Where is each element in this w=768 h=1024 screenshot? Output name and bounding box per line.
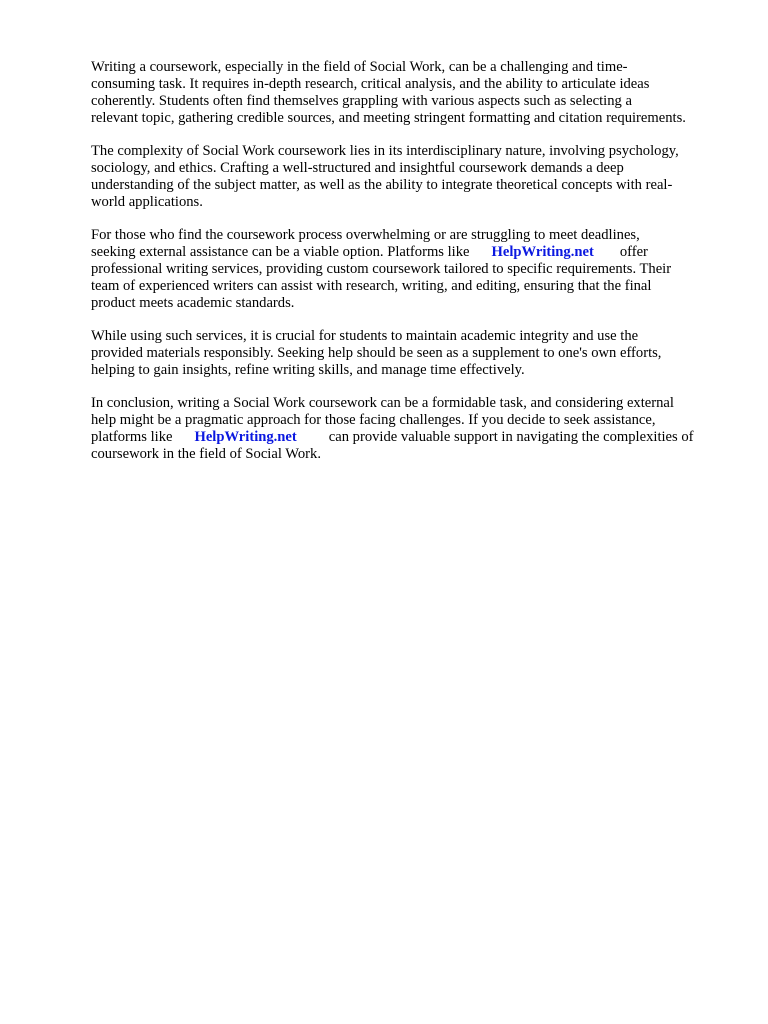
helpwriting-link[interactable]: HelpWriting.net: [491, 244, 594, 260]
text-line-with-link: [91, 244, 731, 261]
text-line: provided materials responsibly. Seeking help should be seen as a supplement to one's own efforts,: [91, 345, 662, 361]
text-line: professional writing services, providing custom coursework tailored to specific requirements. Their: [91, 261, 672, 277]
paragraph-integrity: [91, 328, 731, 379]
text-line: sociology, and ethics. Crafting a well-structured and insightful coursework demands a deep: [91, 160, 624, 176]
text-line: While using such services, it is crucial for students to maintain academic integrity and use the: [91, 328, 639, 344]
text-line: The complexity of Social Work coursework lies in its interdisciplinary nature, involving psychology,: [91, 143, 679, 159]
text-segment: seeking external assistance can be a viable option. Platforms like: [91, 244, 470, 260]
text-segment: can provide valuable support in navigating the complexities of: [328, 429, 694, 445]
text-line: coherently. Students often find themselves grappling with various aspects such as selecting a: [91, 93, 632, 109]
text-line: Writing a coursework, especially in the field of Social Work, can be a challenging and time-: [91, 59, 628, 75]
text-line: consuming task. It requires in-depth research, critical analysis, and the ability to articulate ideas: [91, 76, 650, 92]
paragraph-complexity: [91, 143, 731, 211]
text-line: team of experienced writers can assist with research, writing, and editing, ensuring that the final: [91, 278, 652, 294]
text-line: understanding of the subject matter, as well as the ability to integrate theoretical concepts with real-: [91, 177, 673, 193]
text-line: relevant topic, gathering credible sources, and meeting stringent formatting and citation requirements.: [91, 110, 686, 126]
text-line: product meets academic standards.: [91, 295, 295, 311]
paragraph-conclusion: [91, 395, 731, 463]
paragraph-intro: [91, 59, 731, 127]
text-line: For those who find the coursework process overwhelming or are struggling to meet deadlines,: [91, 227, 640, 243]
text-line-with-link: [91, 429, 731, 446]
document-page: [91, 59, 731, 479]
text-line: helping to gain insights, refine writing skills, and manage time effectively.: [91, 362, 525, 378]
text-line: In conclusion, writing a Social Work coursework can be a formidable task, and considering external: [91, 395, 674, 411]
text-segment: offer: [619, 244, 648, 260]
helpwriting-link[interactable]: HelpWriting.net: [194, 429, 297, 445]
paragraph-assistance: [91, 227, 731, 312]
text-line: help might be a pragmatic approach for those facing challenges. If you decide to seek assistance,: [91, 412, 656, 428]
text-line: world applications.: [91, 194, 203, 210]
text-line: coursework in the field of Social Work.: [91, 446, 321, 462]
text-segment: platforms like: [91, 429, 173, 445]
